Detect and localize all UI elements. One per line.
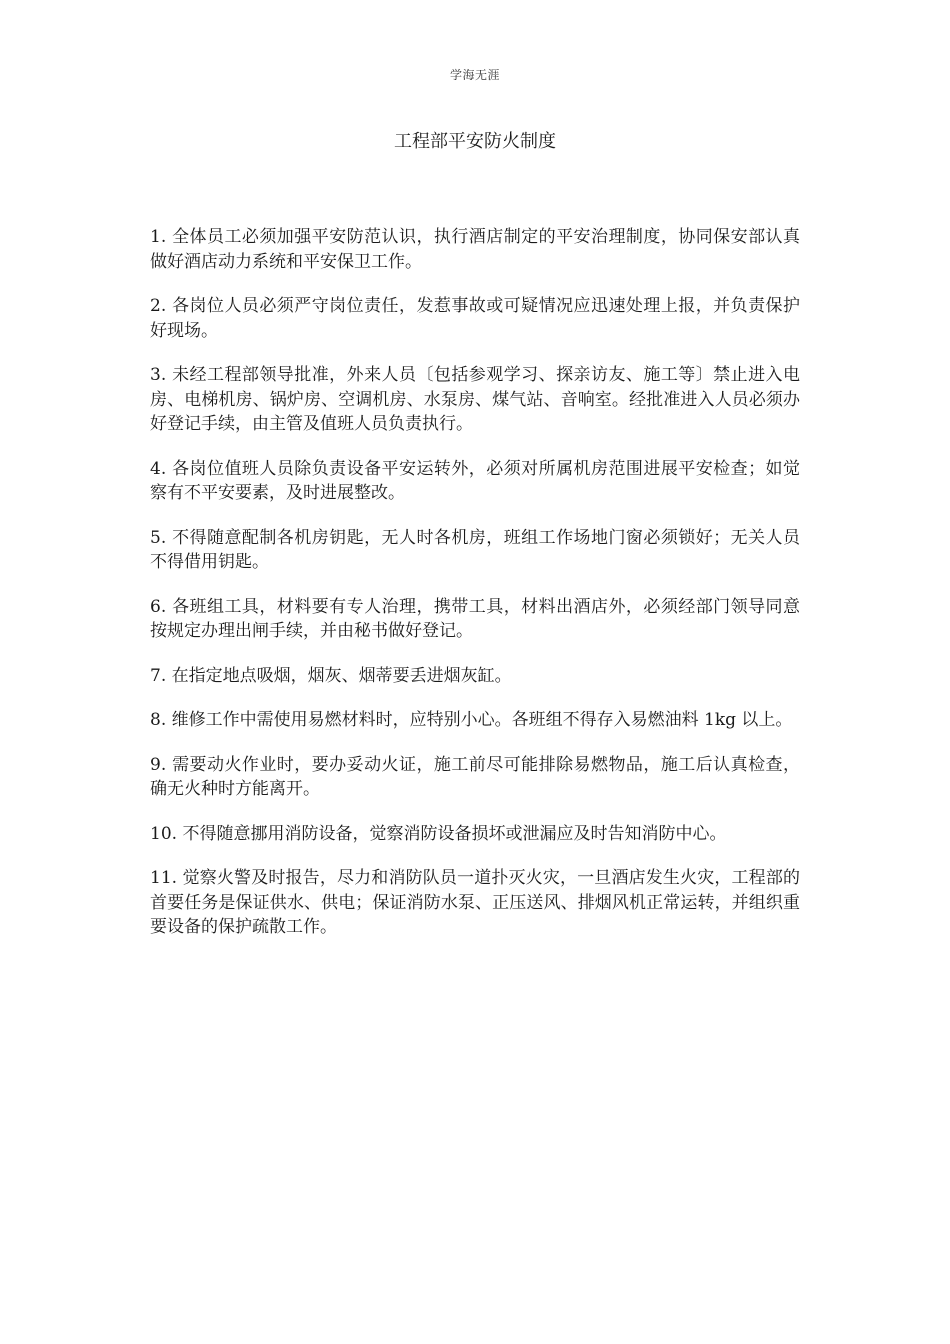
rule-item-2: 2. 各岗位人员必须严守岗位责任，发惹事故或可疑情况应迅速处理上报，并负责保护好现场。 [150, 296, 800, 341]
rule-item-9: 9. 需要动火作业时，要办妥动火证，施工前尽可能排除易燃物品，施工后认真检查，确无火种时方能离开。 [150, 754, 800, 799]
rule-item-11: 11. 觉察火警及时报告，尽力和消防队员一道扑灭火灾，一旦酒店发生火灾，工程部的首要任务是保证供水、供电；保证消防水泵、正压送风、排烟风机正常运转，并组织重要设备的保护疏散工作。 [150, 868, 800, 937]
rule-item-3: 3. 未经工程部领导批准，外来人员〔包括参观学习、探亲访友、施工等〕禁止进入电房、电梯机房、锅炉房、空调机房、水泵房、煤气站、音响室。经批准进入人员必须办好登记手续，由主管及值班人员负责执行。 [150, 365, 800, 434]
rule-item-8: 8. 维修工作中需使用易燃材料时，应特别小心。各班组不得存入易燃油料 1kg 以上。 [150, 710, 793, 730]
page-header: 学海无涯 [449, 68, 500, 82]
rule-item-10: 10. 不得随意挪用消防设备，觉察消防设备损坏或泄漏应及时告知消防中心。 [150, 823, 727, 844]
rule-item-6: 6. 各班组工具，材料要有专人治理，携带工具，材料出酒店外，必须经部门领导同意按规定办理出闸手续，并由秘书做好登记。 [150, 596, 800, 641]
rule-item-1: 1. 全体员工必须加强平安防范认识，执行酒店制定的平安治理制度，协同保安部认真做好酒店动力系统和平安保卫工作。 [150, 227, 800, 272]
rule-item-4: 4. 各岗位值班人员除负责设备平安运转外，必须对所属机房范围进展平安检查；如觉察有不平安要素，及时进展整改。 [150, 458, 800, 503]
document-title: 工程部平安防火制度 [394, 131, 556, 152]
rule-item-5: 5. 不得随意配制各机房钥匙，无人时各机房，班组工作场地门窗必须锁好；无关人员不得借用钥匙。 [150, 527, 800, 572]
rules-list [150, 225, 800, 960]
rule-item-7: 7. 在指定地点吸烟，烟灰、烟蒂要丢进烟灰缸。 [150, 665, 512, 686]
